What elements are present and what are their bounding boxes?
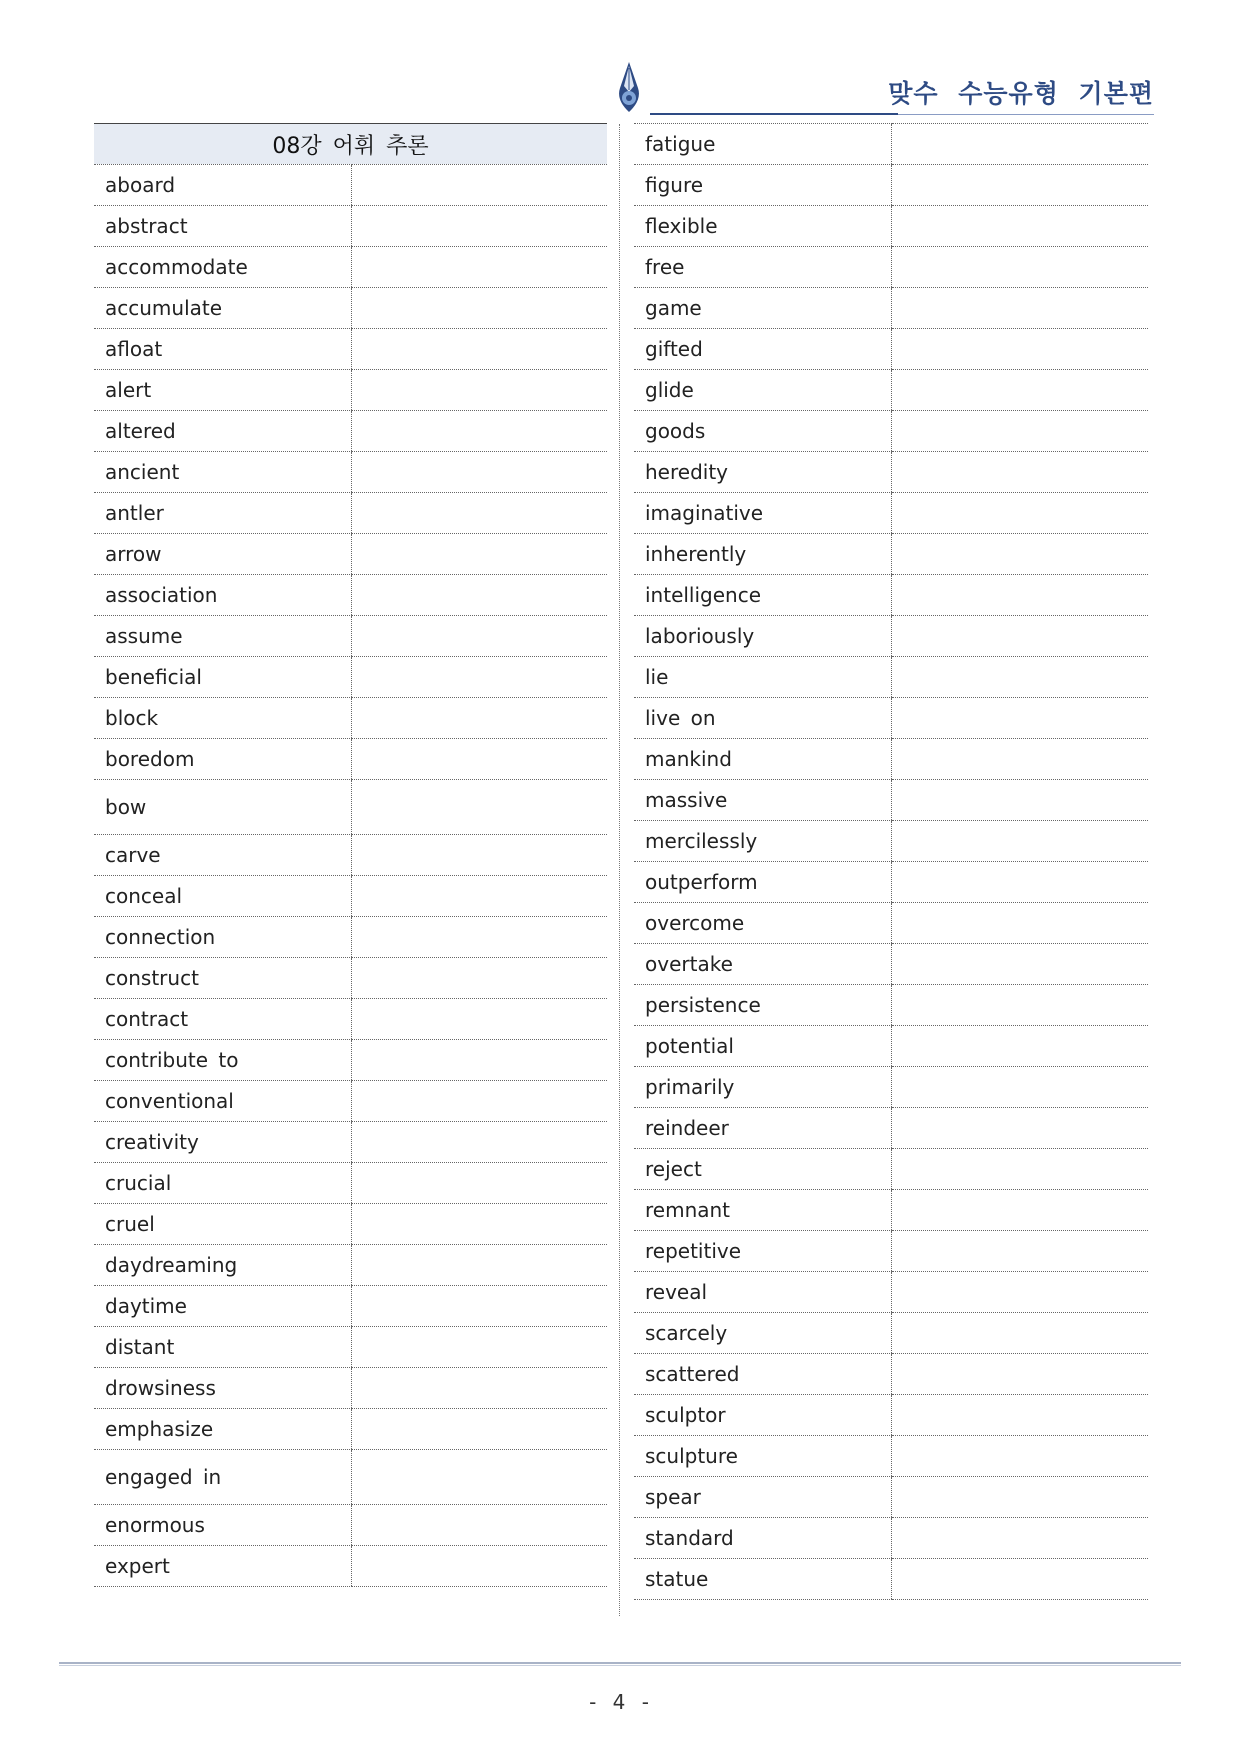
meaning-blank[interactable] xyxy=(891,616,1148,657)
vocab-word: massive xyxy=(634,780,891,821)
vocab-row xyxy=(634,657,1148,698)
series-title: 맞수 수능유형 기본편 xyxy=(888,79,1154,108)
vocab-word: assume xyxy=(94,616,351,657)
meaning-blank[interactable] xyxy=(351,780,607,835)
meaning-blank[interactable] xyxy=(351,835,607,876)
vocab-word: imaginative xyxy=(634,493,891,534)
vocab-row xyxy=(94,1122,607,1163)
vocab-word: beneficial xyxy=(94,657,351,698)
header-rule-light xyxy=(898,114,1154,115)
vocab-word: daytime xyxy=(94,1286,351,1327)
meaning-blank[interactable] xyxy=(891,821,1148,862)
meaning-blank[interactable] xyxy=(891,575,1148,616)
vocab-row xyxy=(94,370,607,411)
vocab-row xyxy=(634,1067,1148,1108)
footer-rule-thin xyxy=(59,1665,1181,1666)
vocab-word: distant xyxy=(94,1327,351,1368)
meaning-blank[interactable] xyxy=(351,1245,607,1286)
vocab-row xyxy=(94,876,607,917)
vocab-row xyxy=(94,780,607,835)
vocab-row xyxy=(94,1505,607,1546)
vocab-row xyxy=(94,206,607,247)
meaning-blank[interactable] xyxy=(891,1559,1148,1600)
vocab-word: scattered xyxy=(634,1354,891,1395)
meaning-blank[interactable] xyxy=(351,493,607,534)
vocab-row xyxy=(94,575,607,616)
meaning-blank[interactable] xyxy=(351,411,607,452)
vocab-word: sculpture xyxy=(634,1436,891,1477)
meaning-blank[interactable] xyxy=(351,1505,607,1546)
vocab-word: bow xyxy=(94,780,351,835)
vocab-row xyxy=(634,370,1148,411)
meaning-blank[interactable] xyxy=(891,534,1148,575)
vocab-row xyxy=(634,616,1148,657)
meaning-blank[interactable] xyxy=(351,370,607,411)
vocab-word: fatigue xyxy=(634,124,891,165)
vocab-row xyxy=(634,534,1148,575)
meaning-blank[interactable] xyxy=(351,1122,607,1163)
header-rule-dark xyxy=(650,113,898,115)
vocab-word: drowsiness xyxy=(94,1368,351,1409)
vocab-row xyxy=(94,1163,607,1204)
vocab-row xyxy=(94,1546,607,1587)
vocab-word: intelligence xyxy=(634,575,891,616)
vocab-row xyxy=(94,999,607,1040)
vocab-word: creativity xyxy=(94,1122,351,1163)
meaning-blank[interactable] xyxy=(891,452,1148,493)
vocab-word: lie xyxy=(634,657,891,698)
meaning-blank[interactable] xyxy=(351,206,607,247)
vocab-row xyxy=(634,575,1148,616)
vocab-row xyxy=(634,1559,1148,1600)
meaning-blank[interactable] xyxy=(891,1108,1148,1149)
vocab-word: engaged in xyxy=(94,1450,351,1505)
vocab-row xyxy=(94,329,607,370)
vocab-row xyxy=(634,821,1148,862)
vocab-row xyxy=(634,1395,1148,1436)
vocab-row xyxy=(634,206,1148,247)
meaning-blank[interactable] xyxy=(891,944,1148,985)
vocab-row xyxy=(94,1081,607,1122)
vocab-row xyxy=(94,288,607,329)
meaning-blank[interactable] xyxy=(351,1040,607,1081)
meaning-blank[interactable] xyxy=(891,165,1148,206)
vocab-word: heredity xyxy=(634,452,891,493)
vocab-word: accumulate xyxy=(94,288,351,329)
vocab-row xyxy=(634,329,1148,370)
meaning-blank[interactable] xyxy=(351,1327,607,1368)
vocab-word: conventional xyxy=(94,1081,351,1122)
vocab-row xyxy=(634,1026,1148,1067)
vocab-word: cruel xyxy=(94,1204,351,1245)
vocab-row xyxy=(634,1354,1148,1395)
vocab-word: scarcely xyxy=(634,1313,891,1354)
vocab-row xyxy=(634,452,1148,493)
vocab-row xyxy=(634,1231,1148,1272)
vocab-word: repetitive xyxy=(634,1231,891,1272)
vocab-row xyxy=(634,862,1148,903)
vocab-row xyxy=(634,165,1148,206)
vocab-row xyxy=(94,835,607,876)
footer-rule xyxy=(59,1662,1181,1664)
vocab-row xyxy=(634,493,1148,534)
meaning-blank[interactable] xyxy=(891,1272,1148,1313)
vocab-row xyxy=(634,1190,1148,1231)
vocab-word: game xyxy=(634,288,891,329)
vocab-word: reindeer xyxy=(634,1108,891,1149)
vocab-word: emphasize xyxy=(94,1409,351,1450)
vocab-word: conceal xyxy=(94,876,351,917)
meaning-blank[interactable] xyxy=(891,780,1148,821)
vocab-word: gifted xyxy=(634,329,891,370)
vocab-row xyxy=(94,1368,607,1409)
meaning-blank[interactable] xyxy=(891,329,1148,370)
vocab-row xyxy=(634,698,1148,739)
vocab-word: antler xyxy=(94,493,351,534)
meaning-blank[interactable] xyxy=(891,1354,1148,1395)
vocab-row xyxy=(94,1286,607,1327)
vocab-word: expert xyxy=(94,1546,351,1587)
vocab-word: ancient xyxy=(94,452,351,493)
vocab-row xyxy=(634,1477,1148,1518)
meaning-blank[interactable] xyxy=(351,1163,607,1204)
vocab-table-left xyxy=(94,123,607,1587)
meaning-blank[interactable] xyxy=(351,1081,607,1122)
vocab-word: boredom xyxy=(94,739,351,780)
vocab-row xyxy=(94,1245,607,1286)
meaning-blank[interactable] xyxy=(351,698,607,739)
page-header xyxy=(614,62,1154,118)
meaning-blank[interactable] xyxy=(891,985,1148,1026)
vocab-word: block xyxy=(94,698,351,739)
vocab-row xyxy=(94,616,607,657)
meaning-blank[interactable] xyxy=(891,1149,1148,1190)
vocab-row xyxy=(634,1313,1148,1354)
vocab-word: overcome xyxy=(634,903,891,944)
vocab-word: mankind xyxy=(634,739,891,780)
meaning-blank[interactable] xyxy=(891,1313,1148,1354)
vocab-word: carve xyxy=(94,835,351,876)
vocab-word: abstract xyxy=(94,206,351,247)
vocab-row xyxy=(94,1204,607,1245)
lesson-title: 08강 어휘 추론 xyxy=(94,124,607,165)
vocab-row xyxy=(94,917,607,958)
vocab-row xyxy=(634,903,1148,944)
vocab-word: free xyxy=(634,247,891,288)
vocab-word: overtake xyxy=(634,944,891,985)
lesson-title-row xyxy=(94,124,607,165)
vocab-word: potential xyxy=(634,1026,891,1067)
meaning-blank[interactable] xyxy=(891,1395,1148,1436)
meaning-blank[interactable] xyxy=(891,1518,1148,1559)
meaning-blank[interactable] xyxy=(351,739,607,780)
meaning-blank[interactable] xyxy=(891,288,1148,329)
vocab-row xyxy=(634,247,1148,288)
vocab-word: alert xyxy=(94,370,351,411)
vocab-word: primarily xyxy=(634,1067,891,1108)
vocab-word: construct xyxy=(94,958,351,999)
meaning-blank[interactable] xyxy=(351,247,607,288)
vocab-row xyxy=(634,288,1148,329)
vocab-row xyxy=(94,1327,607,1368)
meaning-blank[interactable] xyxy=(891,1477,1148,1518)
vocab-word: connection xyxy=(94,917,351,958)
meaning-blank[interactable] xyxy=(351,999,607,1040)
vocab-word: goods xyxy=(634,411,891,452)
vocab-word: contract xyxy=(94,999,351,1040)
meaning-blank[interactable] xyxy=(891,657,1148,698)
vocab-row xyxy=(94,1450,607,1505)
vocab-row xyxy=(634,780,1148,821)
vocab-row xyxy=(634,124,1148,165)
vocab-row xyxy=(94,698,607,739)
vocab-row xyxy=(94,958,607,999)
vocab-word: live on xyxy=(634,698,891,739)
vocab-row xyxy=(634,1149,1148,1190)
vocab-row xyxy=(94,247,607,288)
vocab-word: flexible xyxy=(634,206,891,247)
vocab-row xyxy=(94,657,607,698)
vocab-word: arrow xyxy=(94,534,351,575)
vocab-row xyxy=(94,452,607,493)
meaning-blank[interactable] xyxy=(351,958,607,999)
meaning-blank[interactable] xyxy=(351,1450,607,1505)
page-number: - 4 - xyxy=(589,1690,651,1714)
vocab-row xyxy=(634,1272,1148,1313)
meaning-blank[interactable] xyxy=(351,575,607,616)
vocab-row xyxy=(634,1518,1148,1559)
vocab-word: association xyxy=(94,575,351,616)
vocab-word: contribute to xyxy=(94,1040,351,1081)
meaning-blank[interactable] xyxy=(351,1286,607,1327)
vocab-row xyxy=(94,493,607,534)
meaning-blank[interactable] xyxy=(351,1368,607,1409)
vocab-word: remnant xyxy=(634,1190,891,1231)
vocab-row xyxy=(94,1409,607,1450)
vocab-row xyxy=(94,411,607,452)
meaning-blank[interactable] xyxy=(891,124,1148,165)
meaning-blank[interactable] xyxy=(891,903,1148,944)
meaning-blank[interactable] xyxy=(351,534,607,575)
meaning-blank[interactable] xyxy=(351,288,607,329)
meaning-blank[interactable] xyxy=(891,247,1148,288)
meaning-blank[interactable] xyxy=(891,493,1148,534)
vocab-row xyxy=(634,739,1148,780)
meaning-blank[interactable] xyxy=(351,1546,607,1587)
vocab-word: enormous xyxy=(94,1505,351,1546)
vocab-word: standard xyxy=(634,1518,891,1559)
vocab-word: glide xyxy=(634,370,891,411)
vocab-word: afloat xyxy=(94,329,351,370)
vocab-word: reveal xyxy=(634,1272,891,1313)
vocab-row xyxy=(634,1436,1148,1477)
vocab-row xyxy=(94,534,607,575)
meaning-blank[interactable] xyxy=(891,1190,1148,1231)
meaning-blank[interactable] xyxy=(351,616,607,657)
vocab-word: reject xyxy=(634,1149,891,1190)
meaning-blank[interactable] xyxy=(351,657,607,698)
vocab-row xyxy=(94,1040,607,1081)
vocab-word: mercilessly xyxy=(634,821,891,862)
meaning-blank[interactable] xyxy=(891,1436,1148,1477)
vocab-row xyxy=(94,739,607,780)
vocab-row xyxy=(634,1108,1148,1149)
vocab-row xyxy=(634,411,1148,452)
meaning-blank[interactable] xyxy=(891,1026,1148,1067)
vocab-word: laboriously xyxy=(634,616,891,657)
vocab-word: accommodate xyxy=(94,247,351,288)
meaning-blank[interactable] xyxy=(351,917,607,958)
vocab-word: spear xyxy=(634,1477,891,1518)
meaning-blank[interactable] xyxy=(351,1409,607,1450)
meaning-blank[interactable] xyxy=(891,698,1148,739)
meaning-blank[interactable] xyxy=(891,1231,1148,1272)
vocab-word: outperform xyxy=(634,862,891,903)
vocab-row xyxy=(634,944,1148,985)
vocab-word: persistence xyxy=(634,985,891,1026)
meaning-blank[interactable] xyxy=(891,411,1148,452)
vocab-word: statue xyxy=(634,1559,891,1600)
vocab-word: sculptor xyxy=(634,1395,891,1436)
meaning-blank[interactable] xyxy=(351,1204,607,1245)
vocab-word: daydreaming xyxy=(94,1245,351,1286)
meaning-blank[interactable] xyxy=(891,370,1148,411)
vocab-table-right xyxy=(634,123,1148,1600)
meaning-blank[interactable] xyxy=(891,862,1148,903)
column-divider xyxy=(619,124,620,1616)
vocab-word: figure xyxy=(634,165,891,206)
vocab-word: altered xyxy=(94,411,351,452)
meaning-blank[interactable] xyxy=(351,165,607,206)
vocab-word: crucial xyxy=(94,1163,351,1204)
pen-nib-logo-icon xyxy=(614,62,644,118)
meaning-blank[interactable] xyxy=(351,329,607,370)
meaning-blank[interactable] xyxy=(351,452,607,493)
vocab-word: inherently xyxy=(634,534,891,575)
meaning-blank[interactable] xyxy=(891,206,1148,247)
vocab-row xyxy=(94,165,607,206)
vocab-word: aboard xyxy=(94,165,351,206)
meaning-blank[interactable] xyxy=(891,739,1148,780)
meaning-blank[interactable] xyxy=(351,876,607,917)
vocab-row xyxy=(634,985,1148,1026)
meaning-blank[interactable] xyxy=(891,1067,1148,1108)
